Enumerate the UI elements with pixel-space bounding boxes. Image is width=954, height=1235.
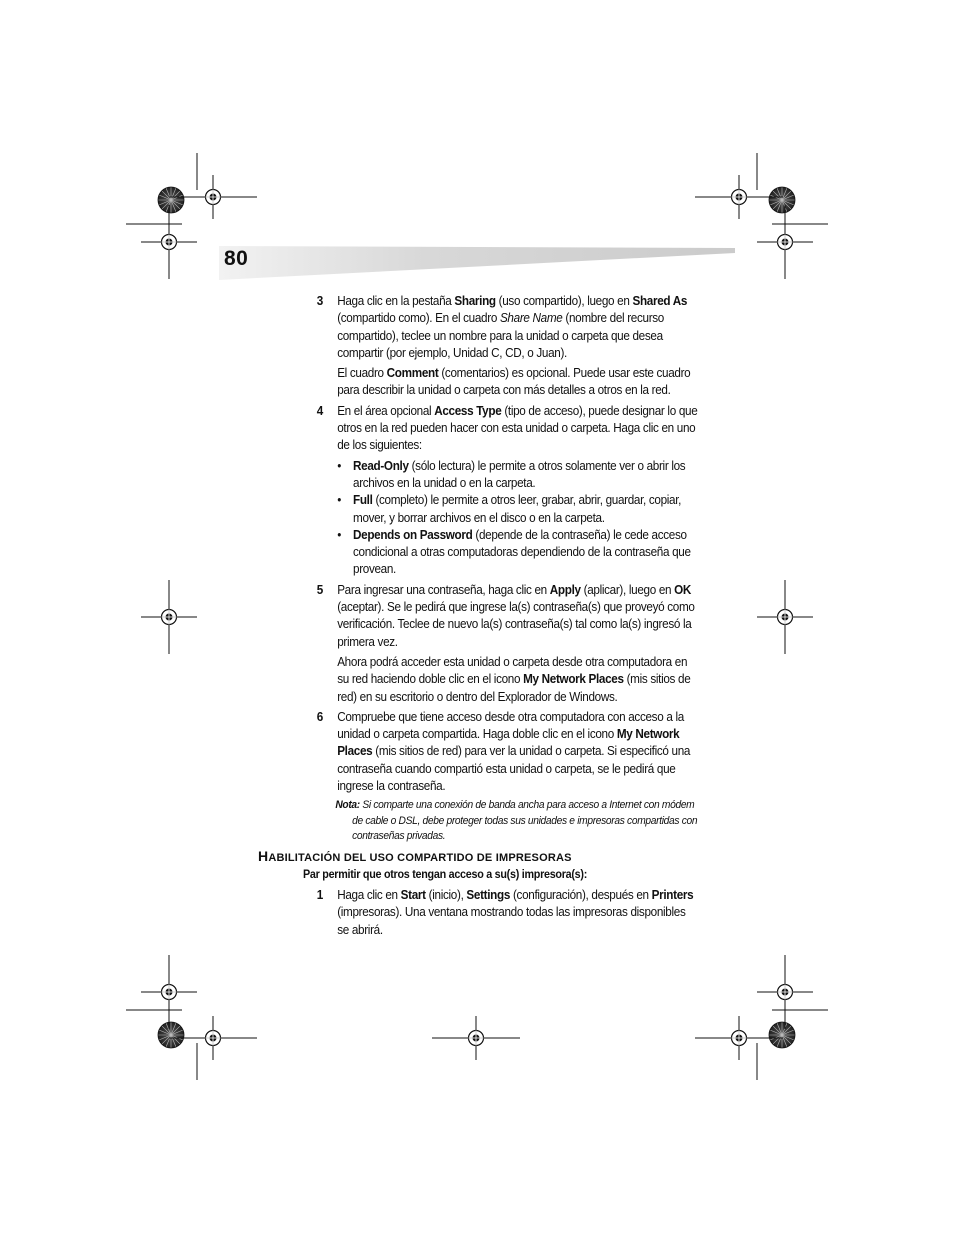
page-number: 80 <box>224 247 249 270</box>
step-4 <box>300 403 700 455</box>
step-text: En el área opcional Access Type (tipo de acceso), puede designar lo que otros en la red pueden hacer con esta unidad o carpeta. Haga clic en uno de los siguientes: <box>337 403 698 453</box>
header-band <box>219 244 735 280</box>
step-number: 4 <box>316 403 323 418</box>
step-number: 1 <box>316 888 323 902</box>
list-item: • Full (completo) le permite a otros leer, grabar, abrir, guardar, copiar, mover, y borrar archivos en el disco o en la carpeta. <box>337 493 682 525</box>
main-content <box>300 293 700 845</box>
access-type-options-list <box>300 458 700 579</box>
step-text: Haga clic en Start (inicio), Settings (configuración), después en Printers (impresoras). Una ventana mostrando todas las impresoras disponibles se abrirá. <box>337 888 694 937</box>
note-text: Si comparte una conexión de banda ancha para acceso a Internet con módem de cable o DSL, debe proteger todas sus unidades e impresoras compartidas con contraseñas privadas. <box>352 799 698 843</box>
step-text: Para ingresar una contraseña, haga clic en Apply (aplicar), luego en OK (aceptar). Se le pedirá que ingrese la(s) contraseña(s) que proveyó como verificación. Teclee de nuevo la(s) contraseña(s) tal como la(s) ingresó la primera vez. <box>337 582 695 649</box>
note-label: Nota: <box>335 799 360 812</box>
step-text: Compruebe que tiene acceso desde otra computadora con acceso a la unidad o carpeta compartida. Haga doble clic en el icono My Network Places (mis sitios de red) para ver la unidad o carpeta. Si especificó una contraseña cuando compartió esta unidad o carpeta, se le pedirá que ingrese la contraseña. <box>337 709 691 794</box>
list-item: • Read-Only (sólo lectura) le permite a otros solamente ver o abrir los archivos en la unidad o en la carpeta. <box>337 458 686 490</box>
step-text: Haga clic en la pestaña Sharing (uso compartido), luego en Shared As (compartido como). En el cuadro Share Name (nombre del recurso compartido), teclee un nombre para la unidad o carpeta que desea compartir (por ejemplo, Unidad C, CD, o Juan). <box>337 294 688 360</box>
step-5 <box>300 582 700 651</box>
step-3 <box>300 293 700 362</box>
step-number: 3 <box>316 294 323 308</box>
printer-sharing-steps <box>300 884 700 951</box>
section-subheading: Par permitir que otros tengan acceso a su(s) impresora(s): <box>303 868 588 881</box>
section-heading: HABILITACIÓN DEL USO COMPARTIDO DE IMPRESORAS <box>258 848 572 864</box>
step-number: 5 <box>316 582 323 597</box>
step-5-extra-paragraph: Ahora podrá acceder esta unidad o carpeta desde otra computadora en su red haciendo doble clic en el icono My Network Places (mis sitios de red) en su escritorio o dentro del Explorador de Windows. <box>337 654 691 704</box>
list-item: • Depends on Password (depende de la contraseña) le cede acceso condicional a otras computadoras dependiendo de la contraseña que provean. <box>337 527 691 577</box>
note <box>300 798 700 845</box>
step-number: 6 <box>316 709 323 724</box>
step-1 <box>300 887 700 939</box>
step-6 <box>300 709 700 795</box>
step-3-extra-paragraph: El cuadro Comment (comentarios) es opcional. Puede usar este cuadro para describir la unidad o carpeta con más detalles a otros en la red. <box>337 366 691 398</box>
